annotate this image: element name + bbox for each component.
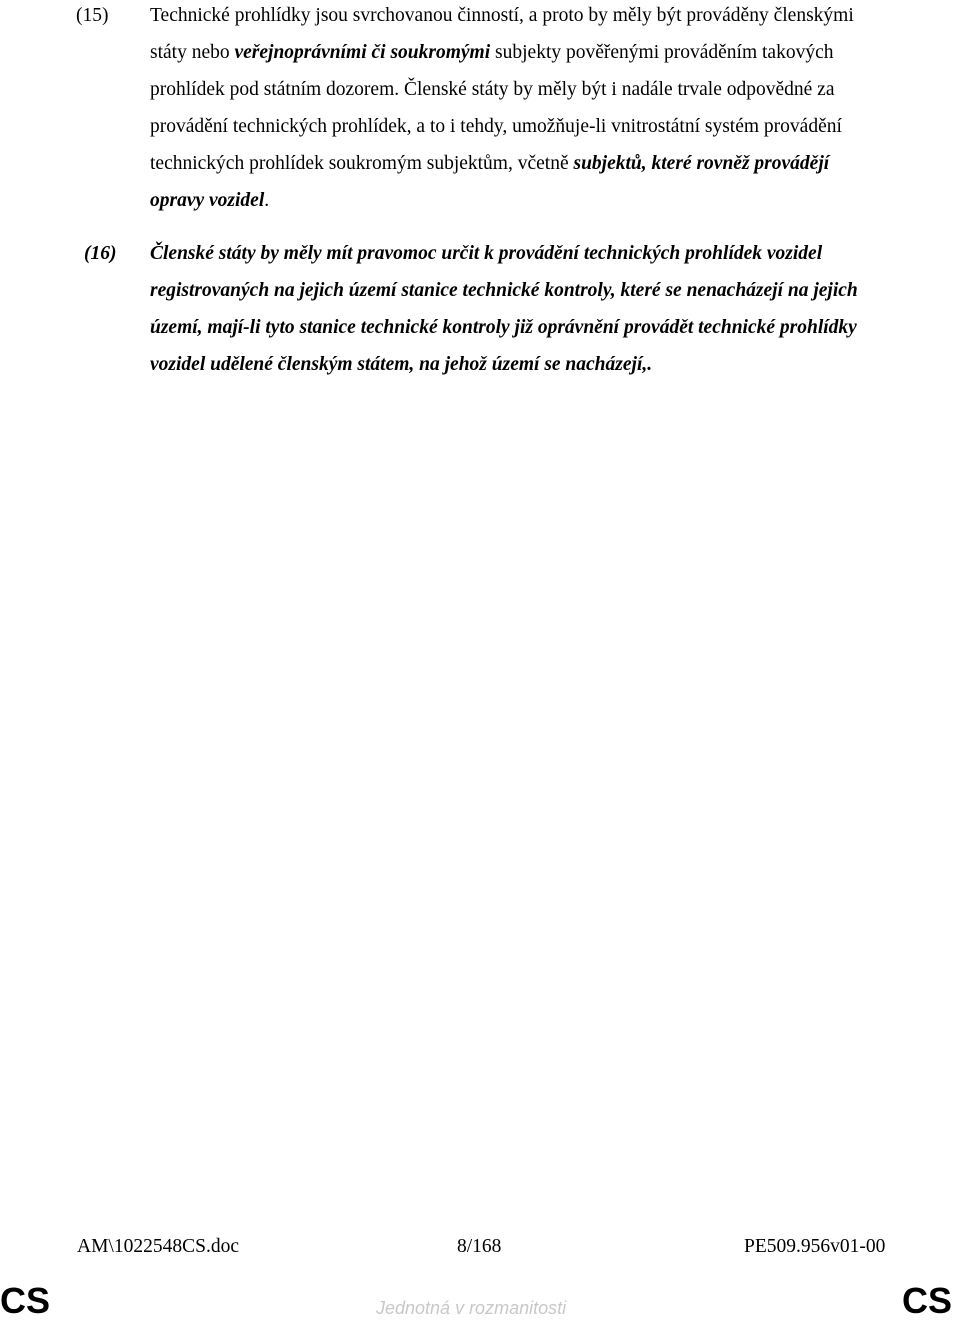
paragraph-text	[150, 0, 940, 219]
text-line	[150, 145, 940, 182]
amended-text: vozidel udělené členským státem, na jehož území se nacházejí,.	[150, 354, 653, 375]
paragraph-number: (15)	[76, 5, 109, 26]
language-code-right: CS	[902, 1280, 953, 1321]
pe-reference: PE509.956v01-00	[744, 1236, 886, 1257]
text-run: .	[264, 190, 270, 211]
text-run: prohlídek pod státním dozorem. Členské státy by měly být i nadále trvale odpovědné za	[150, 79, 835, 100]
amended-text: registrovaných na jejich území stanice technické kontroly, které se nenacházejí na jejich	[150, 280, 858, 301]
amended-text: území, mají-li tyto stanice technické kontroly již oprávnění provádět technické prohlídky	[150, 317, 857, 338]
text-line	[150, 235, 940, 272]
text-line	[150, 34, 940, 71]
text-run: subjekty pověřenými prováděním takových	[490, 42, 834, 63]
paragraph-number: (16)	[84, 243, 117, 264]
text-run: Technické prohlídky jsou svrchovanou činností, a proto by měly být prováděny členskými	[150, 5, 854, 26]
page-number: 8/168	[457, 1236, 502, 1257]
text-line	[150, 0, 940, 34]
text-line	[150, 71, 940, 108]
language-code-left: CS	[0, 1280, 51, 1321]
text-line	[150, 309, 940, 346]
amended-text: veřejnoprávními či soukromými	[234, 42, 491, 63]
amended-text: opravy vozidel	[150, 190, 265, 211]
text-run: státy nebo	[150, 42, 235, 63]
page-footer	[0, 1232, 960, 1262]
amended-text: Členské státy by měly mít pravomoc určit k provádění technických prohlídek vozidel	[150, 243, 823, 264]
amended-text: subjektů, které rovněž provádějí	[573, 153, 830, 174]
text-line	[150, 272, 940, 309]
eu-motto: Jednotná v rozmanitosti	[376, 1298, 567, 1318]
document-reference: AM\1022548CS.doc	[77, 1236, 239, 1257]
text-line	[150, 182, 940, 219]
text-line	[150, 108, 940, 145]
text-line	[150, 346, 940, 383]
paragraph-text	[150, 235, 940, 383]
text-run: provádění technických prohlídek, a to i tehdy, umožňuje-li vnitrostátní systém provádění	[150, 116, 842, 137]
text-run: technických prohlídek soukromým subjektům, včetně	[150, 153, 574, 174]
